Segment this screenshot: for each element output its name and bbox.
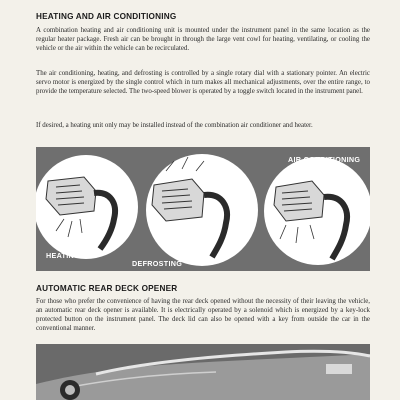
heating-paragraph-3: If desired, a heating unit only may be installed instead of the combination air conditioner and heater. [36,122,313,129]
rear-deck-photo-drawing [36,344,370,400]
section-title-heating: HEATING AND AIR CONDITIONING [36,12,177,21]
caption-heating: HEATING [46,251,80,260]
climate-control-illustration [36,147,370,271]
illustration-drawing [36,147,370,271]
heating-paragraph-2: The air conditioning, heating, and defrosting is controlled by a single rotary dial with a stationary pointer. An electric servo motor is energized by the single control which in turn makes all mechanical adjustments, over the entire range, to provide the temperature selected. The two-speed blower is operated by a toggle switch located in the instrument panel. [36,70,370,95]
heating-paragraph-1: A combination heating and air conditioning unit is mounted under the instrument panel in the same location as the regular heater package. Fresh air can be brought in through the large vent cowl for heating, ventilating, or cooling the vehicle or the air within the vehicle can be recirculated. [36,27,370,52]
rear-deck-photo [36,344,370,400]
rear-deck-paragraph: For those who prefer the convenience of having the rear deck opened without the necessity of their leaving the vehicle, an automatic rear deck opener is available. It is electrically operated by a solenoid which is energized by a key-lock protected button on the instrument panel. The deck lid can also be opened with a key from outside the car in the conventional manner. [36,298,370,332]
caption-air-conditioning: AIR CONDITIONING [288,155,361,164]
section-title-rear-deck: AUTOMATIC REAR DECK OPENER [36,284,178,293]
caption-defrosting: DEFROSTING [132,259,183,268]
